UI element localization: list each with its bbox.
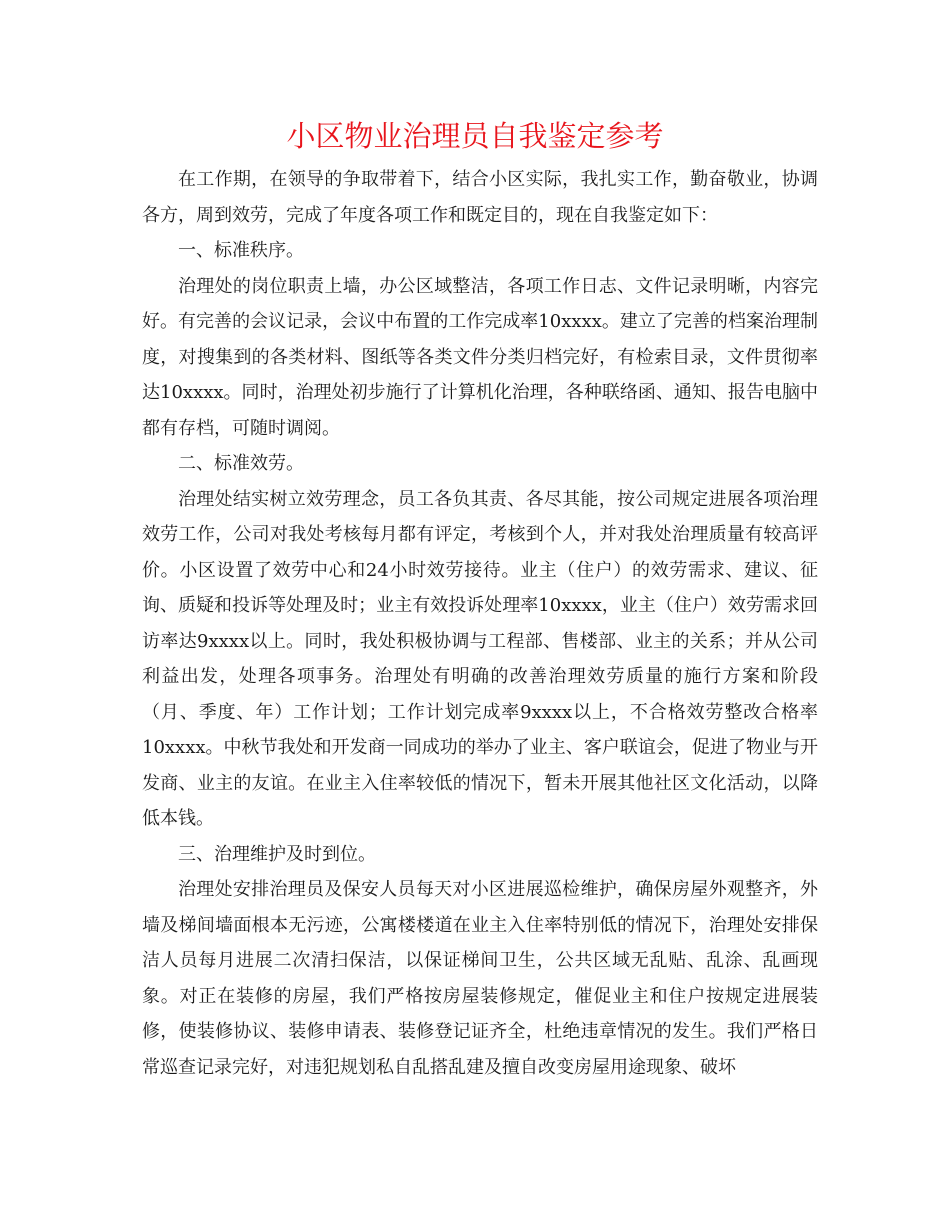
paragraph-section-2: 治理处结实树立效劳理念，员工各负其责、各尽其能，按公司规定进展各项治理效劳工作，公司对我处考核每月都有评定，考核到个人，并对我处治理质量有较高评价。小区设置了效劳中心和24小时效劳接待。业主（住户）的效劳需求、建议、征询、质疑和投诉等处理及时；业主有效投诉处理率10xxxx，业主（住户）效劳需求回访率达9xxxx以上。同时，我处积极协调与工程部、售楼部、业主的关系；并从公司利益出发，处理各项事务。治理处有明确的改善治理效劳质量的施行方案和阶段（月、季度、年）工作计划；工作计划完成率9xxxx以上，不合格效劳整改合格率10xxxx。中秋节我处和开发商一同成功的举办了业主、客户联谊会，促进了物业与开发商、业主的友谊。在业主入住率较低的情况下，暂未开展其他社区文化活动，以降低本钱。 — [142, 488, 818, 829]
section-heading-3: 三、治理维护及时到位。 — [178, 843, 376, 865]
section-heading-2: 二、标准效劳。 — [178, 453, 304, 474]
section-heading-1: 一、标准秩序。 — [178, 240, 304, 261]
paragraph-intro: 在工作期，在领导的争取带着下，结合小区实际，我扎实工作，勤奋敬业，协调各方，周到效劳，完成了年度各项工作和既定目的，现在自我鉴定如下： — [142, 169, 818, 226]
paragraph-section-3: 治理处安排治理员及保安人员每天对小区进展巡检维护，确保房屋外观整齐，外墙及梯间墙面根本无污迹，公寓楼楼道在业主入住率特别低的情况下，治理处安排保洁人员每月进展二次清扫保洁，以保证梯间卫生，公共区域无乱贴、乱涂、乱画现象。对正在装修的房屋，我们严格按房屋装修规定，催促业主和住户按规定进展装修，使装修协议、装修申请表、装修登记证齐全，杜绝违章情况的发生。我们严格日常巡查记录完好，对违犯规划私自乱搭乱建及擅自改变房屋用途现象、破坏 — [142, 879, 818, 1078]
document-body — [142, 162, 818, 1085]
paragraph-section-1: 治理处的岗位职责上墙，办公区域整洁，各项工作日志、文件记录明晰，内容完好。有完善的会议记录，会议中布置的工作完成率10xxxx。建立了完善的档案治理制度，对搜集到的各类材料、图纸等各类文件分类归档完好，有检索目录，文件贯彻率达10xxxx。同时，治理处初步施行了计算机化治理，各种联络函、通知、报告电脑中都有存档，可随时调阅。 — [142, 275, 818, 439]
document-title: 小区物业治理员自我鉴定参考 — [286, 119, 664, 153]
